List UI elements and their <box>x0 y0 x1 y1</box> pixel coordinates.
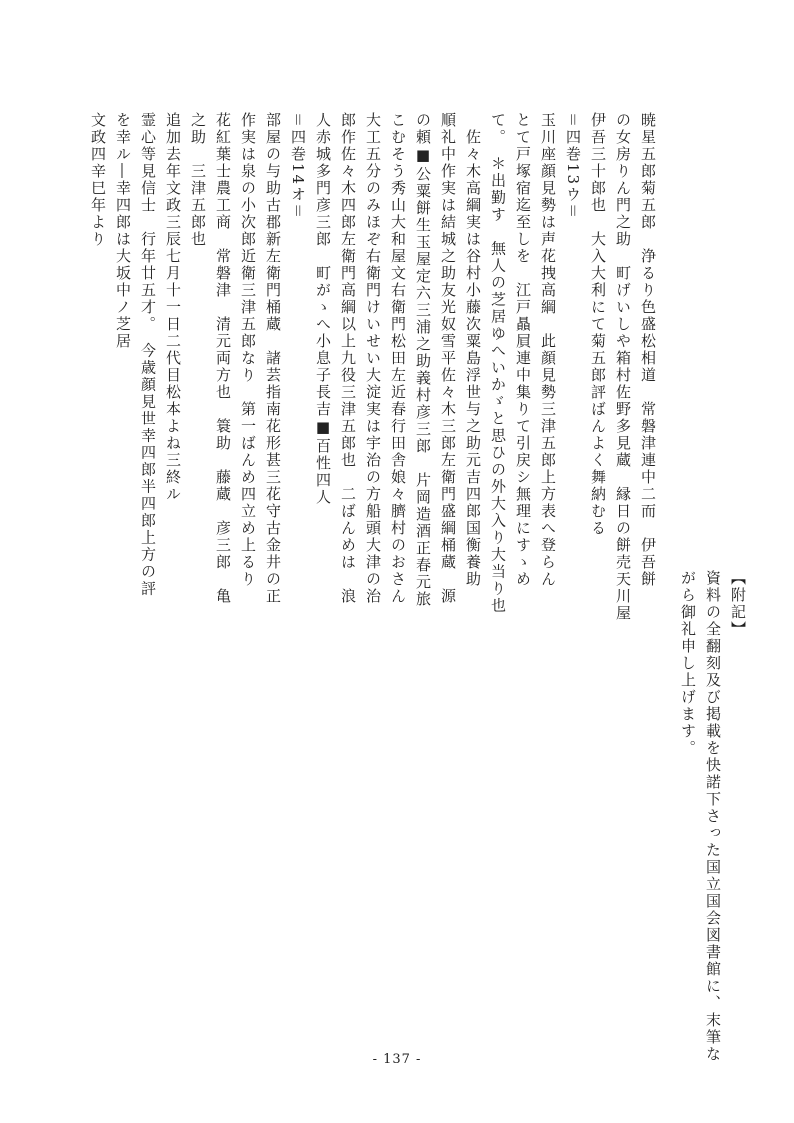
text-column: 作実は泉の小次郎近衛三津五郎なり 第一ばんめ四立め上るり <box>239 112 257 588</box>
text-column: とて戸塚宿迄至しを 江戸贔屓連中集りて引戻シ無理にすゝめ <box>514 112 532 588</box>
text-column: 之助 三津五郎也 <box>189 112 207 248</box>
text-column: 玉川座顔見勢は声花拽高綱 此顔見勢三津五郎上方表へ登らん <box>539 112 557 588</box>
text-column: 伊吾三十郎也 大入大利にて菊五郎評ばんよく舞納むる <box>589 112 607 537</box>
text-column: の女房りん門之助 町げいしや箱村佐野多見蔵 縁日の餅売天川屋 <box>614 112 632 622</box>
text-column: を幸ル―幸四郎は大坂中ノ芝居 <box>114 112 132 350</box>
text-column: 文政四辛巳年より <box>89 112 107 248</box>
text-column: 大工五分のみほぞ右衛門けいせい大淀実は宇治の方船頭大津の治 <box>364 112 382 605</box>
text-column: ＝四巻13ウ＝ <box>564 112 582 221</box>
note-line: 資料の全翻刻及び掲載を快諾下さった国立国会図書館に、末筆な <box>704 570 722 1063</box>
note-line: がら御礼申し上げます。 <box>679 570 697 757</box>
page-number: - 137 - <box>372 1052 422 1067</box>
text-column: て。 ＊出勤す 無人の芝居ゆへいかゞと思ひの外大入り大当り也 <box>489 112 507 615</box>
text-column: 暁星五郎菊五郎 浄るり色盛松相道 常磐津連中二而 伊吾餅 <box>639 112 657 588</box>
text-column: ＝四巻14オ＝ <box>289 112 307 221</box>
text-column: 追加去年文政三辰七月十一日二代目松本よね三終ル <box>164 112 182 503</box>
text-column: 順礼中作実は結城之助友光奴雪平佐々木三郎左衛門盛綱桶蔵 源 <box>439 112 457 605</box>
text-column: こむそう秀山大和屋文右衛門松田左近春行田舎娘々臍村のおさん <box>389 112 407 605</box>
text-column: 佐々木高綱実は谷村小藤次粟島浮世与之助元吉四郎国衡養助 <box>464 112 482 588</box>
text-column: 部屋の与助古郡新左衛門桶蔵 諸芸指南花形甚三花守古金井の正 <box>264 112 282 605</box>
text-column: 花紅葉士農工商 常磐津 清元両方也 簑助 藤蔵 彦三郎 亀 <box>214 112 232 605</box>
text-column: 霊心等見信士 行年廿五才。 今歳顔見世幸四郎半四郎上方の評 <box>139 112 157 598</box>
text-column: の頼■公粟餅生玉屋定六三浦之助義村彦三郎 片岡造酒正春元旅 <box>414 112 432 608</box>
text-column: 人赤城多門彦三郎 町がゝへ小息子長吉■百性四人 <box>314 112 332 506</box>
text-column: 郎作佐々木四郎左衛門高綱以上九役三津五郎也 二ばんめは 浪 <box>339 112 357 605</box>
note-heading: 【附記】 <box>729 570 747 638</box>
